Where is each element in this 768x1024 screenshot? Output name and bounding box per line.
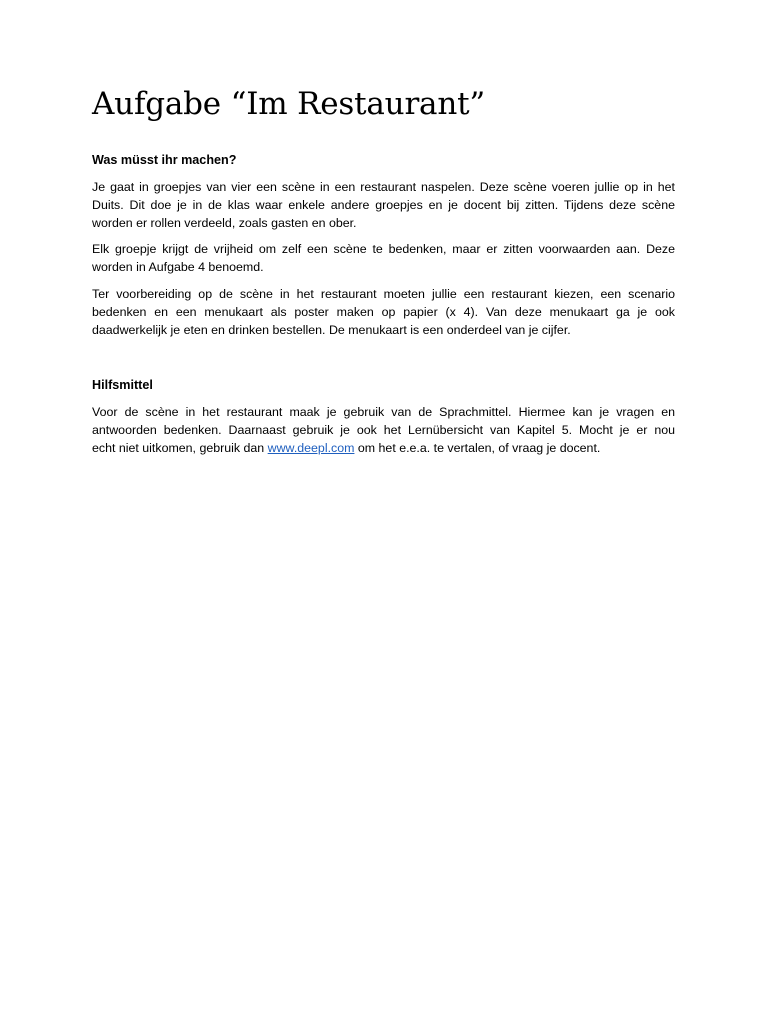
paragraph-2: [92, 241, 675, 277]
document-title: Aufgabe “Im Restaurant”: [92, 86, 486, 122]
paragraph-1-line-3: worden er rollen verdeeld, zoals gasten en ober.: [92, 215, 357, 230]
hilfsmittel-line-2: antwoorden bedenken. Daarnaast gebruik je ook het Lernübersicht van Kapitel 5. Mocht je er nou: [92, 422, 675, 437]
deepl-link[interactable]: www.deepl.com: [267, 440, 355, 455]
paragraph-3-line-2: bedenken en een menukaart als poster maken op papier (x 4). Van deze menukaart ga je ook: [92, 304, 675, 319]
paragraph-2-line-2: worden in Aufgabe 4 benoemd.: [92, 259, 264, 274]
paragraph-3-line-1: Ter voorbereiding op de scène in het restaurant moeten jullie een restaurant kiezen, een scenario: [92, 287, 675, 301]
paragraph-1-line-2: Duits. Dit doe je in de klas waar enkele andere groepjes en je docent bij zitten. Tijdens deze scène: [92, 197, 675, 212]
hilfsmittel-line-1: Voor de scène in het restaurant maak je gebruik van de Sprachmittel. Hiermee kan je vragen en: [92, 405, 675, 419]
section-heading-was-musst-ihr-machen: Was müsst ihr machen?: [92, 153, 237, 167]
hilfsmittel-line-3: [92, 440, 675, 458]
section-heading-hilfsmittel: Hilfsmittel: [92, 378, 153, 392]
hilfsmittel-line-3-after: om het e.e.a. te vertalen, of vraag je docent.: [354, 440, 601, 455]
paragraph-1-line-1: Je gaat in groepjes van vier een scène in een restaurant naspelen. Deze scène voeren jullie op in het: [92, 180, 675, 194]
paragraph-3: [92, 286, 675, 339]
hilfsmittel-line-3-before: echt niet uitkomen, gebruik dan: [92, 440, 268, 455]
paragraph-2-line-1: Elk groepje krijgt de vrijheid om zelf een scène te bedenken, maar er zitten voorwaarden aan. Deze: [92, 242, 675, 256]
paragraph-hilfsmittel: [92, 404, 675, 457]
paragraph-3-line-3: daadwerkelijk je eten en drinken bestellen. De menukaart is een onderdeel van je cijfer.: [92, 322, 571, 337]
paragraph-1: [92, 179, 675, 232]
